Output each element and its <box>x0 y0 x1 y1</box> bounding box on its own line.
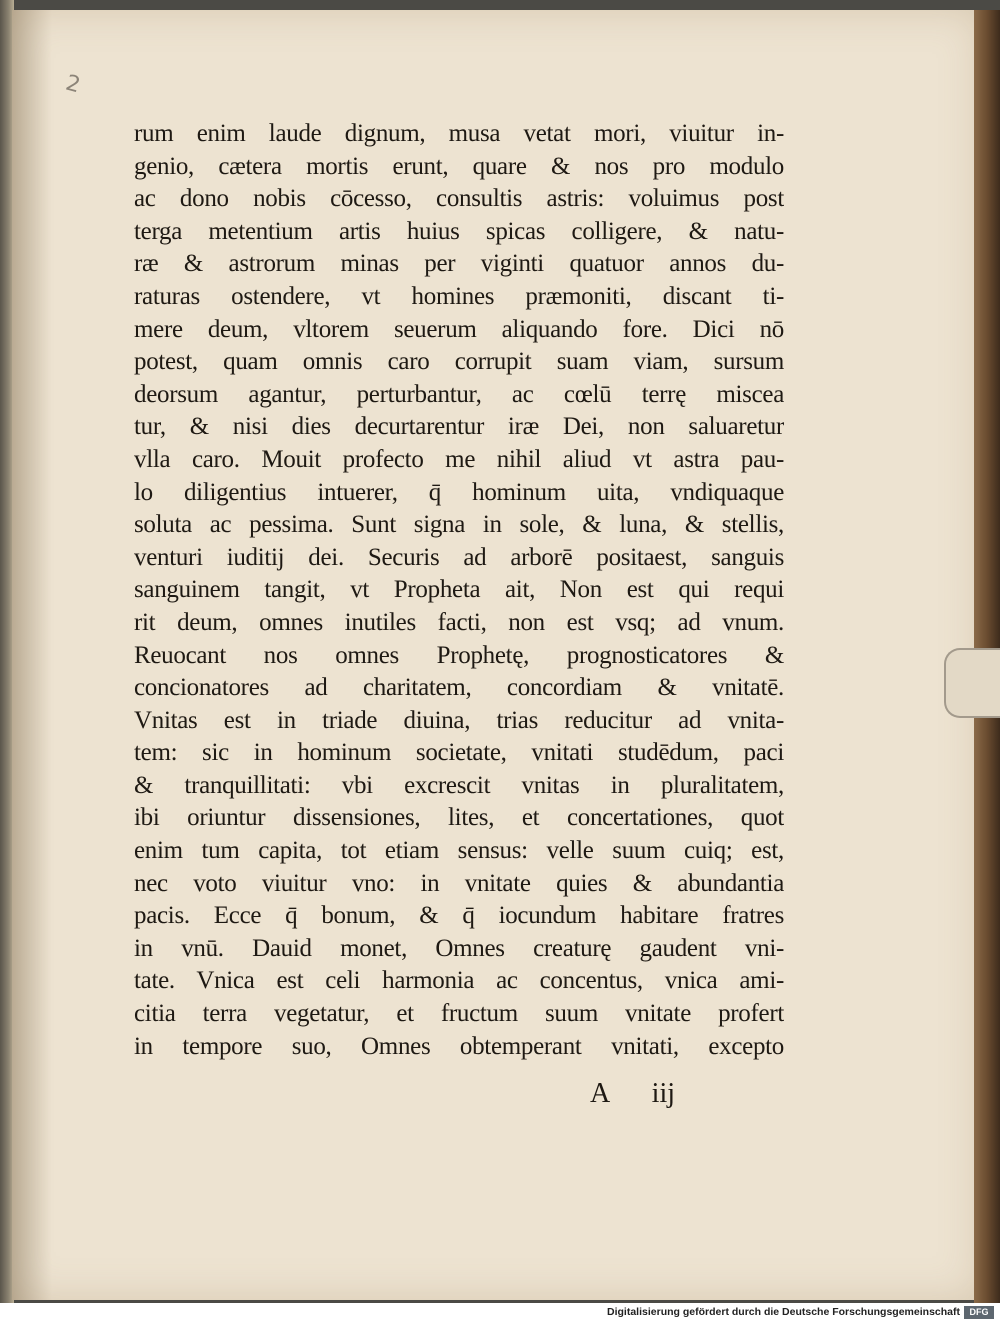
body-text <box>134 118 784 1063</box>
text-line: terga metentium artis huius spicas colligere, & natu- <box>134 217 784 245</box>
funding-credit: Digitalisierung gefördert durch die Deutsche Forschungsgemeinschaft <box>607 1306 960 1318</box>
pencil-annotation: 2 <box>63 70 83 99</box>
text-line: lo diligentius intuerer, q̄ hominum uita, vndiquaque <box>134 478 784 506</box>
text-line: mere deum, vltorem seuerum aliquando fore. Dici nō <box>134 315 784 343</box>
text-line: in vnū. Dauid monet, Omnes creaturę gaudent vni- <box>134 934 784 962</box>
text-line: tur, & nisi dies decurtarentur iræ Dei, non saluaretur <box>134 413 784 441</box>
text-line: sanguinem tangit, vt Propheta ait, Non est qui requi <box>134 576 784 604</box>
text-line: Reuocant nos omnes Prophetę, prognosticatores & <box>134 641 784 669</box>
text-line: soluta ac pessima. Sunt signa in sole, & luna, & stellis, <box>134 511 784 539</box>
text-line: nec voto viuitur vno: in vnitate quies & abundantia <box>134 869 784 897</box>
gutter-shadow <box>12 10 52 1300</box>
text-line: citia terra vegetatur, et fructum suum vnitate profert <box>134 1000 784 1028</box>
text-line: tate. Vnica est celi harmonia ac concentus, vnica ami- <box>134 967 784 995</box>
text-line: tem: sic in hominum societate, vnitati studēdum, paci <box>134 739 784 767</box>
text-line: ræ & astrorum minas per viginti quatuor annos du- <box>134 250 784 278</box>
text-line: concionatores ad charitatem, concordiam & vnitatē. <box>134 674 784 702</box>
signature-mark: A iij <box>590 1078 676 1109</box>
text-line: pacis. Ecce q̄ bonum, & q̄ iocundum habitare fratres <box>134 902 784 930</box>
text-line: Vnitas est in triade diuina, trias reducitur ad vnita- <box>134 706 784 734</box>
text-line: ibi oriuntur dissensiones, lites, et concertationes, quot <box>134 804 784 832</box>
text-line: enim tum capita, tot etiam sensus: velle suum cuiq; est, <box>134 837 784 865</box>
dfg-logo: DFG <box>964 1306 994 1319</box>
text-line: rit deum, omnes inutiles facti, non est vsq; ad vnum. <box>134 608 784 636</box>
text-line: potest, quam omnis caro corrupit suam viam, sursum <box>134 348 784 376</box>
text-line: genio, cætera mortis erunt, quare & nos pro modulo <box>134 152 784 180</box>
text-line: vlla caro. Mouit profecto me nihil aliud vt astra pau- <box>134 445 784 473</box>
text-line: deorsum agantur, perturbantur, ac cœlū terrę miscea <box>134 380 784 408</box>
text-line: raturas ostendere, vt homines præmoniti, discant ti- <box>134 282 784 310</box>
text-line: & tranquillitati: vbi excrescit vnitas in pluralitatem, <box>134 771 784 799</box>
page-tab-marker <box>944 648 1000 718</box>
text-line: rum enim laude dignum, musa vetat mori, viuitur in- <box>134 120 784 147</box>
text-line: in tempore suo, Omnes obtemperant vnitati, excepto <box>134 1032 784 1060</box>
text-line: ac dono nobis cōcesso, consultis astris: voluimus post <box>134 185 784 213</box>
text-line: venturi iuditij dei. Securis ad arborē positaest, sanguis <box>134 543 784 571</box>
